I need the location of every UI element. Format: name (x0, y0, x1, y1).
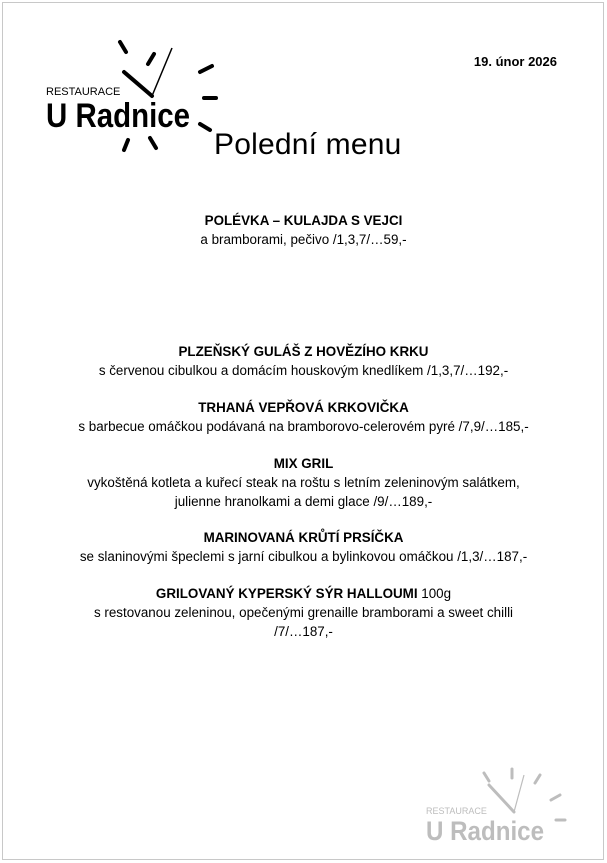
menu-item (0, 454, 607, 511)
dish-description: vykoštěná kotleta a kuřecí steak na roštu s letním zeleninovým salátkem, (87, 475, 520, 490)
dish-description: julienne hranolkami a demi glace /9/…189,- (174, 494, 433, 509)
dish-name: MARINOVANÁ KRŮTÍ PRSÍČKA (203, 530, 404, 545)
dish-description: s restovanou zeleninou, opečenými grenaille bramborami a sweet chilli (93, 605, 514, 620)
menu-item-soup (0, 211, 607, 249)
svg-text:U Radnice: U Radnice (426, 816, 544, 846)
menu-item (0, 528, 607, 566)
menu-item (0, 398, 607, 436)
dish-name: GRILOVANÝ KYPERSKÝ SÝR HALLOUMI (155, 586, 418, 601)
menu-item (0, 584, 607, 641)
svg-text:RESTAURACE: RESTAURACE (426, 806, 487, 816)
svg-text:RESTAURACE: RESTAURACE (46, 86, 121, 98)
svg-text:U Radnice: U Radnice (46, 97, 190, 135)
dish-name: TRHANÁ VEPŘOVÁ KRKOVIČKA (198, 400, 409, 415)
dish-name: MIX GRIL (273, 456, 334, 471)
menu-title: Polední menu (214, 128, 402, 161)
dish-portion: 100g (417, 586, 452, 601)
dish-description: a bramborami, pečivo /1,3,7/…59,- (200, 232, 407, 247)
dish-description: se slaninovými špeclemi s jarní cibulkou a bylinkovou omáčkou /1,3/…187,- (79, 549, 528, 564)
dish-description: s červenou cibulkou a domácím houskovým knedlíkem /1,3,7/…192,- (98, 363, 509, 378)
dish-description: s barbecue omáčkou podávaná na bramborovo-celerovém pyré /7,9/…185,- (78, 419, 529, 434)
menu-item (0, 342, 607, 380)
restaurant-logo-watermark (420, 765, 570, 850)
restaurant-logo (44, 36, 224, 156)
menu-date: 19. únor 2026 (473, 54, 557, 69)
dish-description: /7/…187,- (274, 624, 333, 639)
dish-name: PLZEŇSKÝ GULÁŠ Z HOVĚZÍHO KRKU (178, 344, 429, 359)
dish-name: POLÉVKA – KULAJDA S VEJCI (204, 213, 403, 228)
